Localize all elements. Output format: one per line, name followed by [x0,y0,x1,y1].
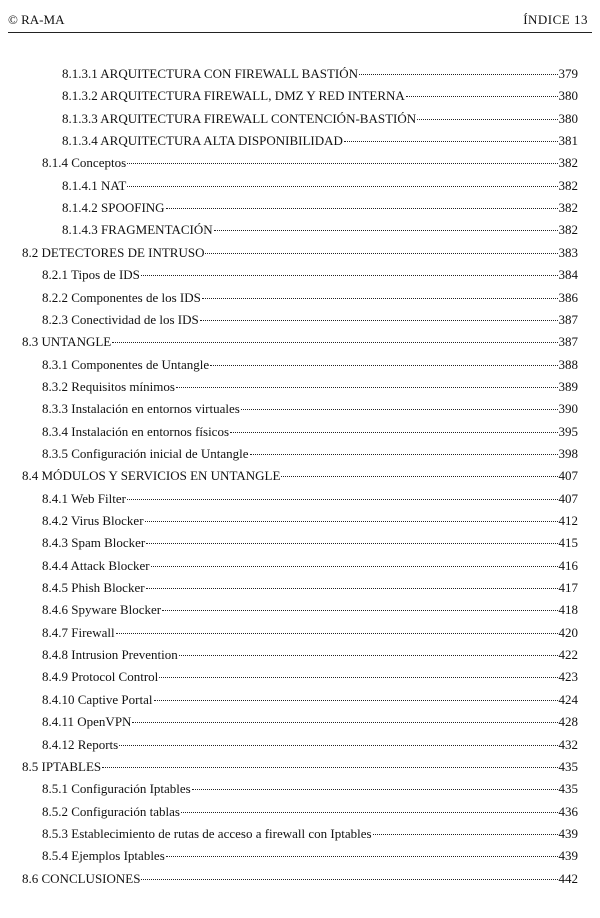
toc-entry-page: 389 [558,378,578,394]
toc-entry-page: 435 [558,758,578,774]
toc-entry-page: 439 [558,825,578,841]
toc-entry-page: 395 [558,423,578,439]
toc-entry-page: 382 [558,177,578,193]
toc-entry-title: 8.3.2 Requisitos mínimos [42,378,175,394]
toc-entry [42,602,578,618]
dot-leader [132,722,557,723]
dot-leader [166,856,558,857]
dot-leader [146,588,558,589]
dot-leader [250,454,558,455]
running-head: ÍNDICE 13 [523,12,588,27]
toc-entry [42,625,578,641]
toc-entry-title: 8.3 UNTANGLE [22,334,112,350]
dot-leader [230,432,557,433]
dot-leader [417,119,557,120]
dot-leader [192,789,558,790]
toc-entry-title: 8.2.3 Conectividad de los IDS [42,311,199,327]
dot-leader [281,476,557,477]
dot-leader [200,320,558,321]
toc-entry-page: 436 [558,803,578,819]
toc-entry-title: 8.4.4 Attack Blocker [42,557,150,573]
toc-entry-page: 432 [558,736,578,752]
dot-leader [145,521,558,522]
toc-entry-page: 383 [558,244,578,260]
toc-entry [42,848,578,864]
toc-entry-title: 8.5.3 Establecimiento de rutas de acceso a firewall con Iptables [42,825,372,841]
toc-entry-page: 390 [558,401,578,417]
dot-leader [141,275,558,276]
toc-entry-title: 8.4.3 Spam Blocker [42,535,146,551]
toc-entry-title: 8.4.11 OpenVPN [42,714,132,730]
dot-leader [162,610,557,611]
toc-entry-title: 8.3.5 Configuración inicial de Untangle [42,445,249,461]
toc-entry-title: 8.5 IPTABLES [22,758,102,774]
toc-entry [62,178,578,194]
toc-entry [62,88,578,104]
dot-leader [119,745,557,746]
toc-entry [42,446,578,462]
toc-entry [42,535,578,551]
toc-entry [62,111,578,127]
dot-leader [344,141,558,142]
dot-leader [359,74,558,75]
toc-entry-title: 8.2 DETECTORES DE INTRUSO [22,244,205,260]
toc-entry [62,66,578,82]
toc-entry-page: 382 [558,200,578,216]
dot-leader [127,163,557,164]
toc-entry-title: 8.4.7 Firewall [42,624,115,640]
toc-entry-title: 8.2.2 Componentes de los IDS [42,289,201,305]
toc-entry-page: 387 [558,334,578,350]
toc-entry [42,513,578,529]
toc-entry [42,379,578,395]
toc-entry [22,468,578,484]
toc-entry-page: 380 [558,110,578,126]
toc-entry-title: 8.1.4.3 FRAGMENTACIÓN [62,222,213,238]
toc-entry [42,312,578,328]
toc-entry-title: 8.4.8 Intrusion Prevention [42,647,178,663]
toc-entry-page: 435 [558,781,578,797]
dot-leader [241,409,558,410]
toc-entry-title: 8.1.3.2 ARQUITECTURA FIREWALL, DMZ Y RED INTERNA [62,88,405,104]
toc-entry-title: 8.4 MÓDULOS Y SERVICIOS EN UNTANGLE [22,468,281,484]
toc-entry-title: 8.4.12 Reports [42,736,119,752]
toc-entry-page: 382 [558,155,578,171]
dot-leader [151,566,558,567]
toc-entry-title: 8.3.1 Componentes de Untangle [42,356,210,372]
toc-entry-page: 379 [558,66,578,81]
toc-entry-page: 386 [558,289,578,305]
toc-entry-page: 382 [558,222,578,238]
toc-entry [42,267,578,283]
toc-entry [42,826,578,842]
toc-entry-page: 418 [558,602,578,618]
toc-entry [22,871,578,887]
toc-entry-page: 422 [558,647,578,663]
toc-entry-title: 8.4.10 Captive Portal [42,691,153,707]
toc-entry-title: 8.4.1 Web Filter [42,490,126,506]
toc-entry-page: 424 [558,691,578,707]
toc-entry-page: 407 [558,468,578,484]
dot-leader [202,298,558,299]
toc-entry-page: 412 [558,513,578,528]
dot-leader [205,253,557,254]
toc-entry-title: 8.1.3.4 ARQUITECTURA ALTA DISPONIBILIDAD [62,133,343,149]
toc-entry [62,200,578,216]
toc-entry-page: 380 [558,88,578,104]
toc-entry-title: 8.1.4 Conceptos [42,155,127,171]
dot-leader [214,230,558,231]
dot-leader [373,834,558,835]
dot-leader [112,342,557,343]
toc-entry-title: 8.6 CONCLUSIONES [22,870,141,886]
dot-leader [159,677,557,678]
toc-entry [42,804,578,820]
toc-entry-page: 428 [558,714,578,730]
toc-entry [42,580,578,596]
dot-leader [127,499,558,500]
dot-leader [127,186,557,187]
toc-entry-title: 8.4.5 Phish Blocker [42,580,145,596]
toc-entry-page: 439 [558,848,578,864]
dot-leader [179,655,558,656]
toc-entry-title: 8.3.4 Instalación en entornos físicos [42,423,230,439]
toc-entry-title: 8.1.4.1 NAT [62,177,127,193]
toc-entry-title: 8.4.9 Protocol Control [42,669,159,685]
toc-entry-title: 8.1.3.3 ARQUITECTURA FIREWALL CONTENCIÓN-BASTIÓN [62,110,417,126]
toc-entry-page: 407 [558,490,578,506]
dot-leader [166,208,558,209]
toc-entry [42,737,578,753]
toc-entry [42,290,578,306]
toc-entry-title: 8.4.2 Virus Blocker [42,513,144,528]
toc-entry-page: 384 [558,267,578,283]
toc-entry-page: 398 [558,445,578,461]
toc-entry-title: 8.4.6 Spyware Blocker [42,602,162,618]
toc-entry [22,759,578,775]
toc-entry-title: 8.1.4.2 SPOOFING [62,200,165,216]
toc-entry [62,222,578,238]
toc-entry-title: 8.2.1 Tipos de IDS [42,267,140,283]
toc-entry [42,647,578,663]
toc-entry [42,781,578,797]
dot-leader [176,387,558,388]
toc-entry-page: 423 [558,669,578,685]
dot-leader [102,767,557,768]
toc-entry-page: 387 [558,311,578,327]
dot-leader [210,365,557,366]
toc-entry [42,669,578,685]
toc-entry [42,714,578,730]
toc-entry [42,155,578,171]
toc-entry-page: 381 [558,133,578,149]
toc-entry [22,334,578,350]
toc-entry-title: 8.3.3 Instalación en entornos virtuales [42,401,240,417]
toc-entry [42,357,578,373]
toc-entry [42,692,578,708]
page-header [8,10,592,33]
toc-entry-page: 388 [558,356,578,372]
dot-leader [154,700,558,701]
dot-leader [146,543,557,544]
toc-entry [42,401,578,417]
dot-leader [181,812,558,813]
toc-entry [22,245,578,261]
toc-entry [62,133,578,149]
toc-entry-title: 8.1.3.1 ARQUITECTURA CON FIREWALL BASTIÓN [62,66,358,81]
toc-entry-page: 416 [558,557,578,573]
toc-entry [42,558,578,574]
toc-entry-page: 442 [558,870,578,886]
dot-leader [141,879,557,880]
toc-entry-page: 415 [558,535,578,551]
toc-entry-page: 420 [558,624,578,640]
toc-entry-title: 8.5.2 Configuración tablas [42,803,180,819]
toc-entry-title: 8.5.4 Ejemplos Iptables [42,848,165,864]
dot-leader [406,96,558,97]
dot-leader [116,633,558,634]
toc-entry [42,424,578,440]
toc-entry-title: 8.5.1 Configuración Iptables [42,781,191,797]
publisher-label: © RA-MA [8,12,65,27]
toc-entry-page: 417 [558,580,578,596]
toc-entry [42,491,578,507]
